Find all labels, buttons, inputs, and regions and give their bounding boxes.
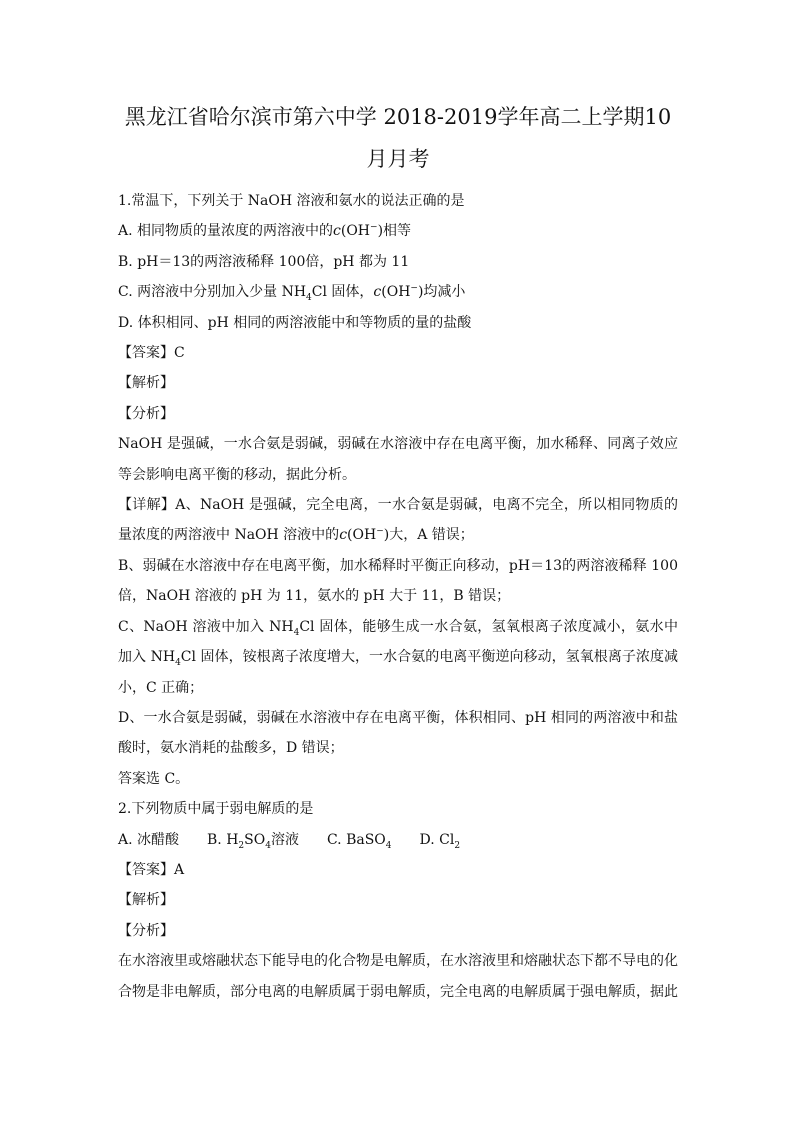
q1-detail-c: C、NaOH 溶液中加入 $NH_4Cl$ 固体，能够生成一水合氨，氢氧根离子浓度减小，氨水中加入 $NH_4Cl$ 固体，铵根离子浓度增大，一水合氨的电离平衡逆向移动，氢氧根离子浓度减小，C 正确； [118,618,679,696]
q2-answer: 【答案】A [118,861,185,878]
q1-detail-a: 【详解】A、NaOH 是强碱，完全电离，一水合氨是弱碱，电离不完全，所以相同物质的量浓度的两溶液中 NaOH 溶液中的c(OH−)大，A 错误； [118,497,678,544]
q1-stem: 1.常温下，下列关于 NaOH 溶液和氨水的说法正确的是 [118,193,465,209]
q1-option-a: A. 相同物质的量浓度的两溶液中的c(OH−)相等 [118,222,412,240]
q2-stem: 2.下列物质中属于弱电解质的是 [118,801,314,818]
q1-conclusion: 答案选 C。 [118,770,190,787]
q2-analysis: 在水溶液里或熔融状态下能导电的化合物是电解质，在水溶液里和熔融状态下都不导电的化合物是非电解质，部分电离的电解质属于弱电解质，完全电离的电解质属于强电解质，据此 [118,953,678,1000]
q1-jiexi-heading: 【解析】 [118,375,174,392]
document-page [118,96,678,1007]
document-title: 黑龙江省哈尔滨市第六中学 2018-2019学年高二上学期10月月考 [124,105,672,171]
q2-option-a: A. 冰醋酸 [118,831,180,848]
q1-fenxi-heading: 【分析】 [118,405,174,422]
q2-options [118,825,678,855]
q2-fenxi-heading: 【分析】 [118,922,174,939]
q2-option-c: C. BaSO$_4$ [326,831,392,851]
q2-option-d: D. $Cl_2$ [419,831,461,851]
q1-option-d: D. 体积相同、pH 相同的两溶液能中和等物质的量的盐酸 [118,314,472,331]
q1-analysis: NaOH 是强碱，一水合氨是弱碱，弱碱在水溶液中存在电离平衡，加水稀释、同离子效应等会影响电离平衡的移动，据此分析。 [118,436,678,483]
q1-option-b: B. pH＝13的两溶液稀释 100倍，pH 都为 11 [118,253,410,270]
q2-jiexi-heading: 【解析】 [118,892,174,909]
q1-detail-d: D、一水合氨是弱碱，弱碱在水溶液中存在电离平衡，体积相同、pH 相同的两溶液中和盐酸时，氨水消耗的盐酸多，D 错误； [118,709,678,757]
q1-answer: 【答案】C [118,345,185,362]
q1-option-c: C. 两溶液中分别加入少量 $NH_4Cl$ 固体，c(OH−)均减小 [118,283,466,304]
q2-option-b: B. $H_2SO_4$溶液 [207,831,299,851]
q1-detail-b: B、弱碱在水溶液中存在电离平衡，加水稀释时平衡正向移动，pH＝13的两溶液稀释 100倍，NaOH 溶液的 pH 为 11，氨水的 pH 大于 11，B 错误； [118,557,678,605]
